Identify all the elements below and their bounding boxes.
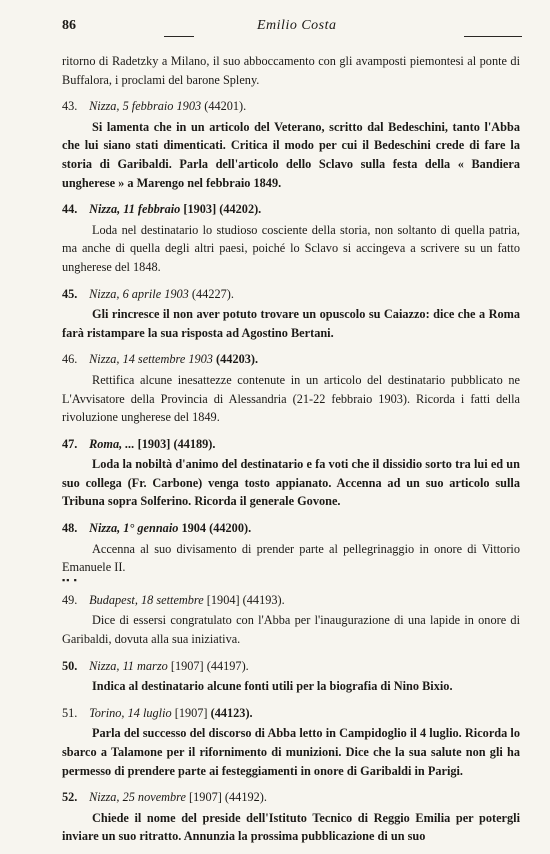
entry-heading — [62, 97, 520, 116]
page-header — [62, 18, 522, 38]
entry-number: 51. — [62, 705, 78, 720]
entry-year: [1907] — [170, 658, 204, 673]
entry-heading — [62, 350, 520, 369]
letter-entry-46 — [62, 350, 520, 426]
entry-ref: (44227). — [191, 286, 234, 301]
entry-ref: (44201). — [204, 99, 247, 114]
page-body — [62, 52, 520, 854]
entry-ref: (44197). — [206, 658, 249, 673]
entry-place-date: Roma, ... — [89, 436, 135, 451]
entry-place-date: Budapest, 18 settembre — [89, 592, 204, 607]
entry-place-date: Nizza, 1° gennaio — [89, 521, 179, 536]
entry-place-date: Nizza, 11 febbraio — [89, 202, 181, 217]
entry-heading — [62, 200, 520, 219]
header-rule-left — [164, 36, 194, 37]
entry-heading — [62, 704, 520, 723]
running-head: Emilio Costa — [257, 18, 337, 33]
ink-marks: ▪▪ ▪ — [62, 574, 78, 585]
entry-heading — [62, 657, 520, 676]
letter-entry-51 — [62, 704, 520, 780]
entry-year: [1903] — [137, 436, 171, 451]
entry-number: 48. — [62, 521, 78, 536]
letter-entry-43 — [62, 97, 520, 192]
entry-body: Indica al destinatario alcune fonti utili per la biografia di Nino Bixio. — [92, 679, 453, 694]
entry-body: Loda la nobiltà d'animo del destinatario e fa voti che il dissidio sorto tra lui ed un suo collega (Fr. Carbone) venga tosto appianato. Accenna ad un suo articolo sulla Tribuna sopra Solferino. Ricorda il generale Govone. — [62, 457, 520, 509]
continued-paragraph: ritorno di Radetzky a Milano, il suo abboccamento con gli avamposti piemontesi al ponte di Buffalora, i proclami del barone Spleny. — [62, 54, 520, 87]
entry-body: Chiede il nome del preside dell'Istituto Tecnico di Reggio Emilia per potergli inviare un suo ritratto. Annunzia la prossima pubblicazione di un suo — [62, 810, 520, 844]
entry-heading — [62, 591, 520, 610]
entry-year: 1904 — [181, 521, 207, 536]
entry-body: Rettifica alcune inesattezze contenute in un articolo del destinatario pubblicato ne L'Avvisatore della Provincia di Alessandria (21-22 febbraio 1903). Ricorda i fatti della rivoluzione ungherese del 1849. — [62, 372, 520, 425]
entry-heading — [62, 285, 520, 304]
entry-ref: (44192). — [224, 790, 267, 805]
letter-entry-47 — [62, 435, 520, 511]
entry-place-date: Nizza, 14 settembre 1903 — [89, 352, 213, 367]
entry-body: Loda nel destinatario lo studioso cosciente della storia, non soltanto di quella patria, ma anche di quella degli altri paesi, poiché lo Sclavo si accingeva a scrivere su un fatto ungherese del 1848. — [62, 222, 520, 274]
entry-body: Si lamenta che in un articolo del Veterano, scritto dal Bedeschini, tanto l'Abba che lui siano stati dimenticati. Critica il modo per cui il Bedeschini crede di fare la storia di Garibaldi. Parla dell'articolo dello Sclavo sulla festa della « Bandiera ungherese » a Marengo nel febbraio 1849. — [62, 119, 520, 190]
entry-year: [1903] — [183, 202, 217, 217]
entry-number: 47. — [62, 436, 78, 451]
entry-number: 50. — [62, 658, 78, 673]
entry-place-date: Nizza, 5 febbraio 1903 — [89, 99, 202, 114]
letter-entry-45 — [62, 285, 520, 343]
entry-heading — [62, 519, 520, 538]
entry-number: 49. — [62, 592, 78, 607]
letter-entry-50 — [62, 657, 520, 696]
entry-body: Accenna al suo divisamento di prender parte al pellegrinaggio in onore di Vittorio Emanuele II. — [62, 541, 520, 575]
entry-number: 45. — [62, 286, 78, 301]
page-number: 86 — [62, 18, 76, 33]
entry-ref: (44189). — [173, 436, 216, 451]
entry-ref: (44203). — [216, 352, 259, 367]
entry-number: 43. — [62, 99, 78, 114]
entry-place-date: Nizza, 11 marzo — [89, 658, 168, 673]
entry-ref: (44193). — [242, 592, 285, 607]
letter-entry-44 — [62, 200, 520, 276]
entry-year: [1907] — [189, 790, 222, 805]
entry-place-date: Nizza, 25 novembre — [89, 790, 186, 805]
entry-year: [1904] — [206, 592, 240, 607]
header-rule-right — [464, 36, 522, 37]
entry-heading — [62, 435, 520, 454]
entry-number: 46. — [62, 352, 78, 367]
letter-entry-49 — [62, 591, 520, 649]
entry-ref: (44200). — [209, 521, 252, 536]
letter-entry-48 — [62, 519, 520, 585]
entry-body: Gli rincresce il non aver potuto trovare un opuscolo su Caiazzo: dice che a Roma farà ristampare la sua risposta ad Agostino Bertani. — [62, 307, 520, 340]
entry-ref: (44202). — [219, 202, 262, 217]
entry-number: 52. — [62, 790, 78, 805]
entry-year: [1907] — [174, 705, 208, 720]
entry-body: Dice di essersi congratulato con l'Abba per l'inaugurazione di una lapide in onore di Garibaldi, dovuta alla sua iniziativa. — [62, 613, 520, 647]
entry-place-date: Torino, 14 luglio — [89, 705, 172, 720]
entry-number: 44. — [62, 202, 78, 217]
entry-place-date: Nizza, 6 aprile 1903 — [89, 286, 189, 301]
letter-entry-52 — [62, 788, 520, 846]
entry-heading — [62, 788, 520, 807]
entry-body: Parla del successo del discorso di Abba letto in Campidoglio il 4 luglio. Ricorda lo sbarco a Talamone per il rifornimento di munizioni. Dice che la sua salute non gli ha permesso di prendere parte ai festeggiamenti in onore di Garibaldi in Parigi. — [62, 726, 520, 778]
entry-ref: (44123). — [210, 705, 253, 720]
